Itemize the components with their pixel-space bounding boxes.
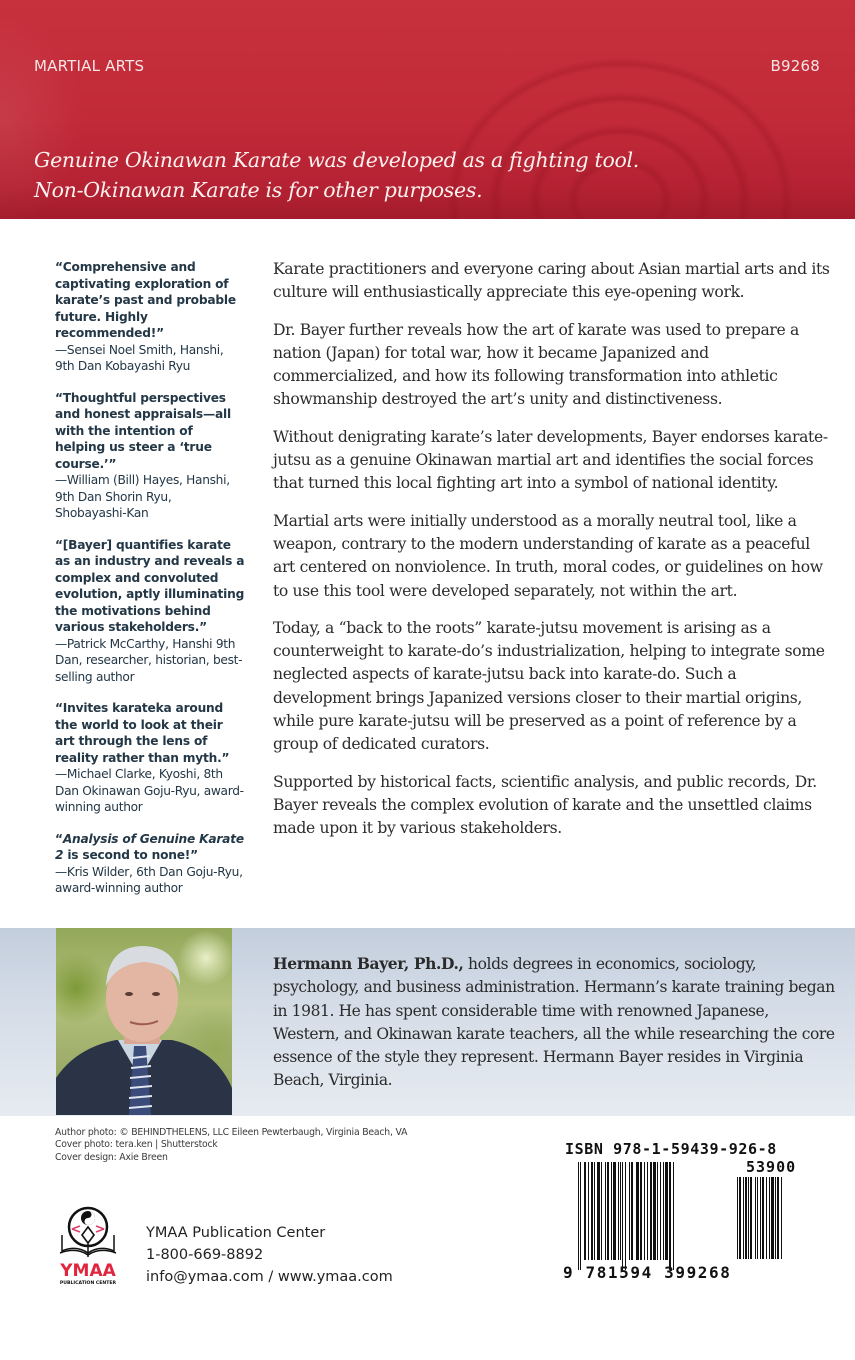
endorsement-attribution: —Kris Wilder, 6th Dan Goju-Ryu, award-winning author [55, 864, 243, 895]
endorsement-attribution: —Michael Clarke, Kyoshi, 8th Dan Okinawan Goju-Ryu, award-winning author [55, 767, 244, 814]
barcode-bar [594, 1162, 595, 1260]
endorsement [55, 831, 245, 897]
barcode-bar [644, 1162, 645, 1260]
endorsement [55, 537, 245, 686]
price-addon-barcode [737, 1177, 813, 1259]
description-paragraph: Today, a “back to the roots” karate-jutsu movement is arising as a counterweight to karate-do’s industrialization, helping to integrate some neglected aspects of karate-jutsu back into karate-do. Such a development brings Japanized versions closer to their martial origins, while pure karate-jutsu will be preserved as a point of reference by a group of dedicated curators. [273, 618, 825, 754]
barcode-bar [673, 1162, 674, 1270]
barcode-bar [650, 1162, 652, 1260]
tagline-line-1: Genuine Okinawan Karate was developed as a fighting tool. [34, 148, 640, 172]
product-code: B9268 [770, 57, 820, 75]
barcode-bar [588, 1162, 589, 1260]
barcode-bar [781, 1177, 782, 1259]
endorsement-quote [55, 831, 245, 864]
barcode-bar [665, 1162, 668, 1260]
endorsement-quote: “Comprehensive and captivating exploration of karate’s past and probable future. Highly recommended!” [55, 260, 236, 340]
barcode-bar [636, 1162, 639, 1260]
barcode-bar [640, 1162, 642, 1260]
publisher-info [146, 1222, 393, 1288]
author-name: Hermann Bayer, Ph.D., [273, 954, 464, 973]
author-portrait-icon [56, 928, 232, 1115]
barcode-bar [769, 1177, 770, 1259]
barcode-bar [745, 1177, 747, 1259]
barcode-bar [653, 1162, 656, 1260]
barcode-bar [766, 1177, 767, 1259]
barcode-bar [584, 1162, 586, 1260]
endorsement-attribution: —William (Bill) Hayes, Hanshi, 9th Dan Shorin Ryu, Shobayashi-Kan [55, 473, 230, 520]
barcode-bar [748, 1177, 749, 1259]
publisher-name: YMAA Publication Center [146, 1225, 326, 1241]
barcode-bar [777, 1177, 779, 1259]
barcode-bar [601, 1162, 602, 1260]
ean-rest-digits: 781594 399268 [585, 1263, 732, 1282]
barcode-bar [657, 1162, 658, 1260]
endorsement-attribution: —Patrick McCarthy, Hanshi 9th Dan, researcher, historian, best-selling author [55, 636, 243, 684]
ean-digits [563, 1263, 732, 1282]
description-paragraph: Karate practitioners and everyone caring about Asian martial arts and its culture will enthusiastically appreciate this eye-opening work. [273, 260, 830, 302]
credits [55, 1127, 475, 1164]
ean-barcode [578, 1162, 728, 1274]
endorsement [55, 259, 245, 375]
description-paragraph: Martial arts were initially understood as a morally neutral tool, like a weapon, contrary to the modern understanding of karate as a peaceful art centered on nonviolence. In truth, moral codes, or guidelines on how to use this tool were developed separately, not within the art. [273, 511, 823, 600]
barcode-bar [613, 1162, 616, 1260]
ymaa-logo [58, 1205, 118, 1287]
endorsement-quote: “Thoughtful perspectives and honest appraisals—all with the intention of helping us steer a ‘true course.’” [55, 390, 231, 471]
barcode-bar [757, 1177, 758, 1259]
endorsement [55, 390, 245, 522]
barcode-bar [771, 1177, 774, 1259]
barcode-bar [591, 1162, 593, 1260]
barcode-bar [605, 1162, 606, 1260]
endorsement-quote: “[Bayer] quantifies karate as an industry and reveals a complex and convoluted evolution, aptly illuminating the motivations behind various stakeholders.” [55, 537, 245, 634]
author-bio-text: holds degrees in economics, sociology, psychology, and business administration. Hermann’s karate training began in 1981. He has spent considerable time with renowned Japanese, Western, and Okinawan karate teachers, all the while researching the core essence of the style they represent. Hermann Bayer resides in Virginia Beach, Virginia. [273, 955, 835, 1090]
endorsement [55, 700, 245, 816]
barcode-bar [578, 1162, 579, 1270]
description-paragraph: Dr. Bayer further reveals how the art of karate was used to prepare a nation (Japan) for total war, how it became Japanized and commercialized, and how its following transformation into athletic showmanship destroyed the art’s unity and distinctiveness. [273, 320, 799, 409]
barcode-bar [622, 1162, 623, 1270]
barcode-bar [739, 1177, 741, 1259]
barcode-bar [618, 1162, 619, 1260]
publisher-phone: 1-800-669-8892 [146, 1247, 264, 1263]
ean-first-digit: 9 [563, 1263, 575, 1282]
publisher-contact[interactable]: info@ymaa.com / www.ymaa.com [146, 1269, 393, 1285]
endorsements [55, 259, 245, 912]
endorsement-quote: “Invites karateka around the world to look at their art through the lens of reality rather than myth.” [55, 701, 230, 765]
logo-subtext: PUBLICATION CENTER [59, 1281, 117, 1286]
barcode-bar [755, 1177, 756, 1259]
barcode-bar [660, 1162, 661, 1260]
barcode-bar [669, 1162, 671, 1270]
quote-mark: “ [55, 831, 63, 846]
barcode-bar [760, 1177, 761, 1259]
book-description [273, 258, 833, 855]
tagline [34, 145, 834, 205]
author-photo [56, 928, 232, 1115]
yin-yang-book-logo-icon [58, 1205, 118, 1287]
barcode-bar [647, 1162, 648, 1260]
book-title: Analysis of Genuine Karate 2 [55, 831, 244, 862]
barcode-bar [611, 1162, 612, 1260]
barcode-bar [625, 1162, 626, 1270]
barcode-bar [620, 1162, 621, 1260]
barcode-bar [597, 1162, 600, 1260]
credit-line: Author photo: © BEHINDTHELENS, LLC Eileen Pewterbaugh, Virginia Beach, VA [55, 1127, 408, 1138]
tagline-line-2: Non-Okinawan Karate is for other purposes. [34, 178, 483, 202]
barcode-bar [580, 1162, 581, 1270]
description-paragraph: Without denigrating karate’s later developments, Bayer endorses karate-jutsu as a genuine Okinawan martial art and identifies the social forces that turned this local fighting art into a symbol of national identity. [273, 427, 828, 493]
isbn-label: ISBN 978-1-59439-926-8 [565, 1140, 777, 1158]
price-code: 53900 [746, 1158, 797, 1176]
barcode-bar [737, 1177, 738, 1259]
barcode-bar [607, 1162, 609, 1260]
logo-wordmark: YMAA [60, 1261, 116, 1281]
barcode-bar [631, 1162, 633, 1260]
credit-line: Cover design: Axie Breen [55, 1151, 168, 1163]
quote-rest: is second to none!” [63, 848, 198, 862]
barcode-bar [775, 1177, 776, 1259]
barcode-bar [743, 1177, 744, 1259]
category-label: MARTIAL ARTS [34, 57, 145, 75]
barcode-bar [629, 1162, 630, 1260]
cover-header-band [0, 0, 855, 219]
endorsement-attribution: —Sensei Noel Smith, Hanshi, 9th Dan Kobayashi Ryu [55, 342, 224, 373]
author-bio [273, 952, 838, 1093]
description-paragraph: Supported by historical facts, scientific analysis, and public records, Dr. Bayer reveals the complex evolution of karate and the unsettled claims made upon it by various stakeholders. [273, 772, 817, 838]
barcode-bar [750, 1177, 752, 1259]
barcode-bar [762, 1177, 764, 1259]
credit-line: Cover photo: tera.ken | Shutterstock [55, 1139, 218, 1151]
barcode-bar [663, 1162, 664, 1260]
